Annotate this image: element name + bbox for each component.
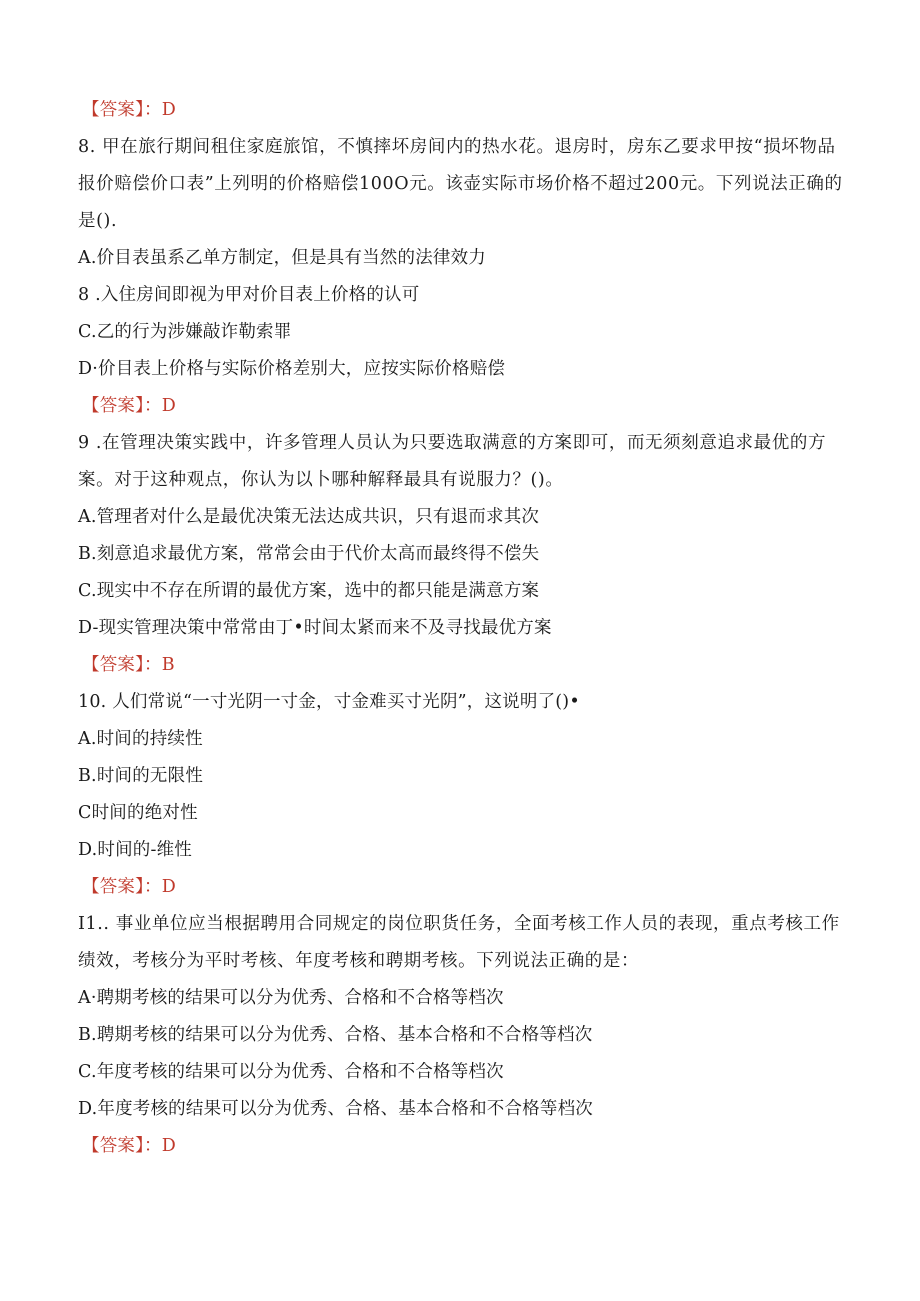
option-line: B.聘期考核的结果可以分为优秀、合格、基本合格和不合格等档次 [78, 1025, 593, 1045]
option-line: B.时间的无限性 [78, 766, 204, 786]
answer-line: 【答案】：D [82, 1136, 176, 1156]
option-line: D.时间的-维性 [78, 840, 192, 860]
option-line: A·聘期考核的结果可以分为优秀、合格和不合格等档次 [78, 988, 504, 1008]
answer-line: 【答案】：D [82, 877, 176, 897]
option-line: D-现实管理决策中常常由丁•时间太紧而来不及寻找最优方案 [78, 618, 552, 638]
answer-line: 【答案】：B [82, 655, 175, 675]
answer-line: 【答案】：D [82, 100, 176, 120]
option-line: C.年度考核的结果可以分为优秀、合格和不合格等档次 [78, 1062, 504, 1082]
question-8: 8. 甲在旅行期间租住家庭旅馆，不慎摔坏房间内的热水花。退房时，房东乙要求甲按“损坏物品报价赔偿价口表”上列明的价格赔偿100O元。该壶实际市场价格不超过200元。下列说法正确的是(). [78, 137, 843, 231]
option-line: D.年度考核的结果可以分为优秀、合格、基本合格和不合格等档次 [78, 1099, 593, 1119]
question-11: I1.. 事业单位应当根据聘用合同规定的岗位职货任务，全面考核工作人员的表现，重点考核工作绩效，考核分为平时考核、年度考核和聘期考核。下列说法正确的是： [78, 914, 840, 971]
option-line: A.管理者对什么是最优决策无法达成共识，只有退而求其次 [78, 507, 540, 527]
option-line: C.现实中不存在所谓的最优方案，选中的都只能是满意方案 [78, 581, 540, 601]
question-10: 10. 人们常说“一寸光阴一寸金，寸金难买寸光阴”，这说明了()• [78, 692, 580, 712]
option-line: B.刻意追求最优方案，常常会由于代价太高而最终得不偿失 [78, 544, 540, 564]
option-line: A.价目表虽系乙单方制定，但是具有当然的法律效力 [78, 248, 486, 268]
option-line: C时间的绝对性 [78, 803, 198, 823]
option-line: A.时间的持续性 [78, 729, 203, 749]
option-line: 8 .入住房间即视为甲对价目表上价格的认可 [78, 285, 420, 305]
exam-document [78, 92, 848, 1165]
question-9: 9 .在管理决策实践中，许多管理人员认为只要选取满意的方案即可，而无须刻意追求最优的方案。对于这种观点，你认为以卜哪种解释最具有说服力？()。 [78, 433, 827, 490]
option-line: D·价目表上价格与实际价格差别大，应按实际价格赔偿 [78, 359, 506, 379]
answer-line: 【答案】：D [82, 396, 176, 416]
option-line: C.乙的行为涉嫌敲诈勒索罪 [78, 322, 292, 342]
